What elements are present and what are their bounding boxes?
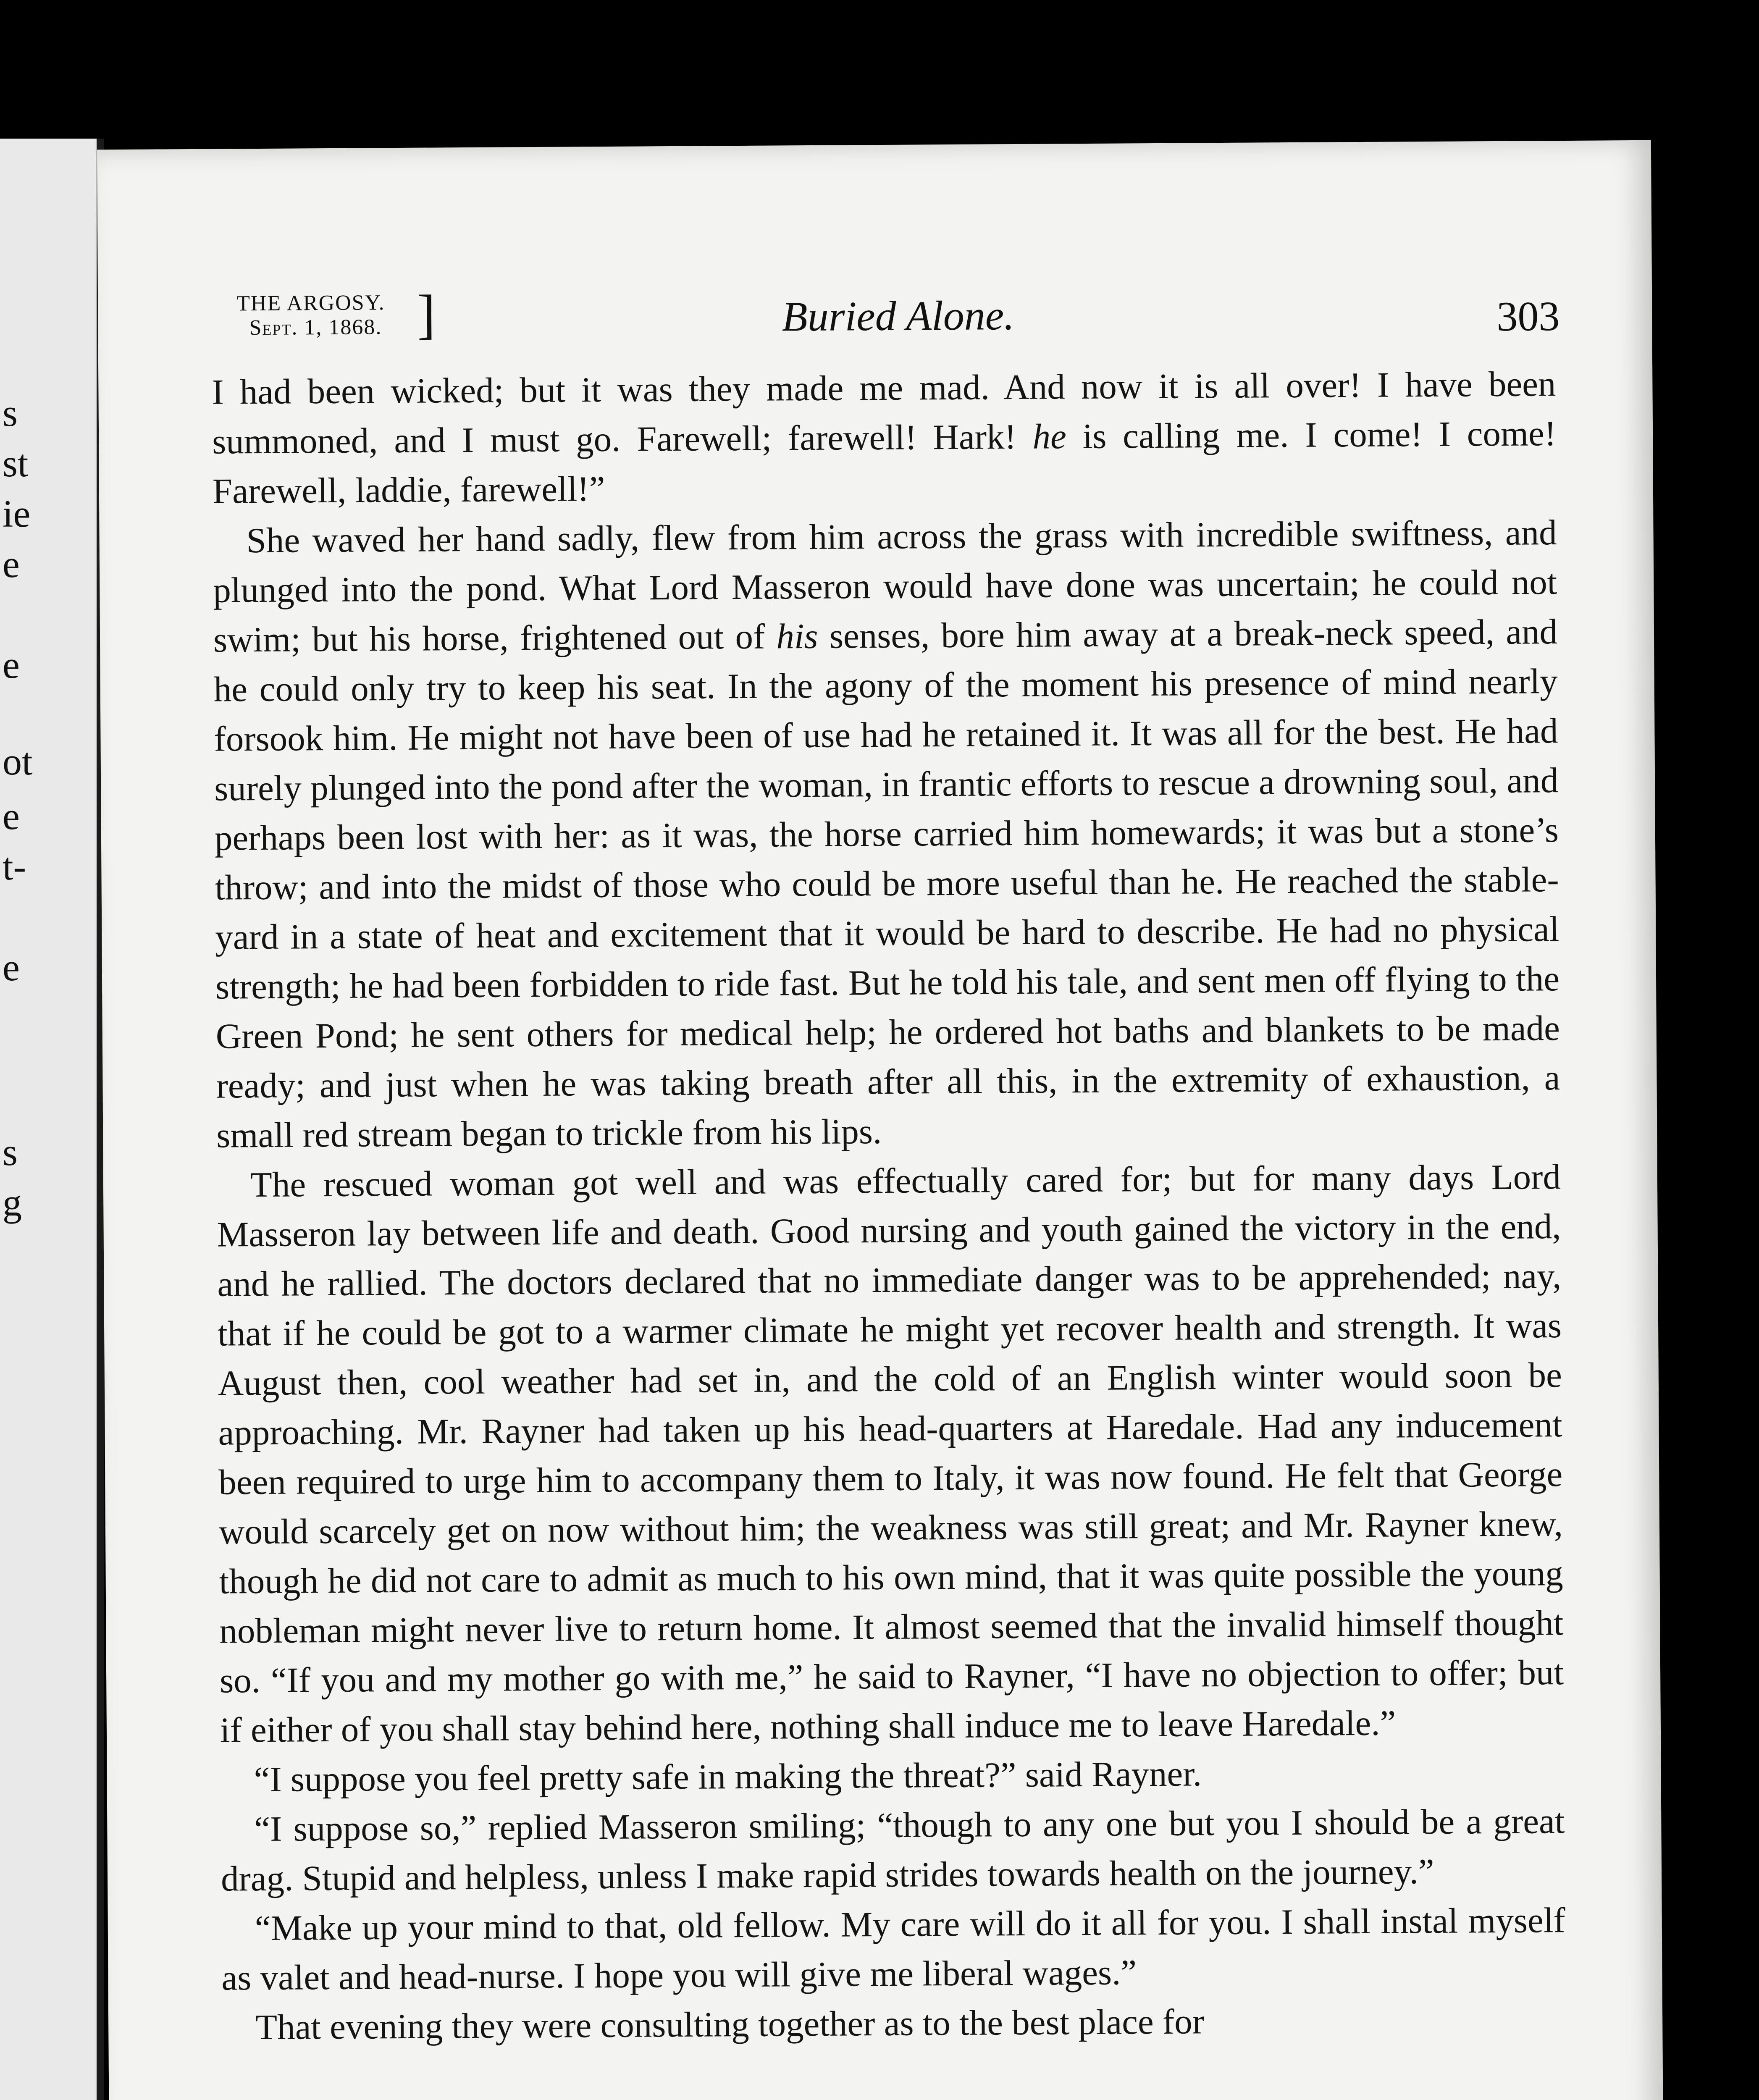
paragraph [213, 508, 1560, 1160]
adjacent-page-fragment: e [3, 946, 20, 989]
italic-run: his [776, 616, 818, 656]
adjacent-page-edge [0, 139, 104, 2100]
adjacent-page-fragment: s [3, 1131, 18, 1173]
adjacent-page-fragment: ot [3, 740, 33, 783]
text-run: is calling me. I come! I come! Farewell, laddie, farewell!” [212, 414, 1557, 511]
adjacent-page-fragment: g [3, 1181, 22, 1224]
adjacent-page-fragment: s [3, 391, 18, 434]
body-text [212, 359, 1566, 2052]
paragraph [212, 359, 1557, 516]
running-title: Buried Alone. [782, 292, 1015, 340]
citation-bracket: ] [417, 284, 437, 345]
adjacent-page-fragment: st [3, 442, 29, 485]
text-run: She waved her hand sadly, flew from him across the grass with incredible swiftness, and plunged into the pond. What Lord Masseron would have done was uncertain; he could not swim; but his horse, frightened out of [213, 513, 1557, 660]
text-run: I had been wicked; but it was they made me mad. And now it is all over! I have been summoned, and I must go. Farewell; farewell! Hark! [212, 364, 1556, 462]
adjacent-page-fragment: e [3, 643, 20, 686]
paragraph: “I suppose you feel pretty safe in making the threat?” said Rayner. [254, 1754, 1202, 1800]
book-page [97, 140, 1667, 2100]
italic-run: he [1032, 417, 1067, 457]
adjacent-page-fragment: ie [3, 492, 31, 535]
text-run: senses, bore him away at a break-neck speed, and he could only try to keep his seat. In the agony of the moment his presence of mind nearly forsook him. He might not have been of use had he retained it. It was all for the best. He had surely plunged into the pond after the woman, in frantic efforts to rescue a drowning soul, and perhaps been lost with her: as it was, the horse carried him homewards; it was but a stone’s throw; and into the midst of those who could be more useful than he. He reached the stable-yard in a state of heat and excitement that it would be hard to describe. He had no physical strength; he had been forbidden to ride fast. But he told his tale, and sent men off flying to the Green Pond; he sent others for medical help; he ordered hot baths and blankets to be made ready; and just when he was taking breath after all this, in the extremity of exhaustion, a small red stream began to trickle from his lips. [213, 612, 1560, 1155]
page-header [236, 279, 1560, 354]
page-number: 303 [1496, 293, 1560, 340]
adjacent-page-fragment: e [3, 543, 20, 585]
paragraph: That evening they were consulting together as to the best place for [255, 2002, 1205, 2048]
adjacent-page-fragment: t- [3, 845, 26, 888]
journal-date: Sept. 1, 1868. [249, 315, 382, 340]
journal-name: THE ARGOSY. [236, 291, 385, 316]
paragraph: “Make up your mind to that, old fellow. My care will do it all for you. I shall instal myself as valet and head-nurse. I hope you will give me liberal wages.” [221, 1900, 1566, 1998]
paragraph: The rescued woman got well and was effectually cared for; but for many days Lord Masseron lay between life and death. Good nursing and youth gained the victory in the end, and he rallied. The doctors declared that no immediate danger was to be apprehended; nay, that if he could be got to a warmer climate he might yet recover health and strength. It was August then, cool weather had set in, and the cold of an English winter would soon be approaching. Mr. Rayner had taken up his head-quarters at Haredale. Had any inducement been required to urge him to accompany them to Italy, it was now found. He felt that George would scarcely get on now without him; the weakness was still great; and Mr. Rayner knew, though he did not care to admit as much to his own mind, that it was quite possible the young nobleman might never live to return home. It almost seemed that the invalid himself thought so. “If you and my mother go with me,” he said to Rayner, “I have no objection to offer; but if either of you shall stay behind here, nothing shall induce me to leave Haredale.” [217, 1157, 1564, 1750]
paragraph: “I suppose so,” replied Masseron smiling; “though to any one but you I should be a great drag. Stupid and helpless, unless I make rapid strides towards health on the journey.” [221, 1801, 1565, 1899]
adjacent-page-fragment: e [3, 795, 20, 837]
